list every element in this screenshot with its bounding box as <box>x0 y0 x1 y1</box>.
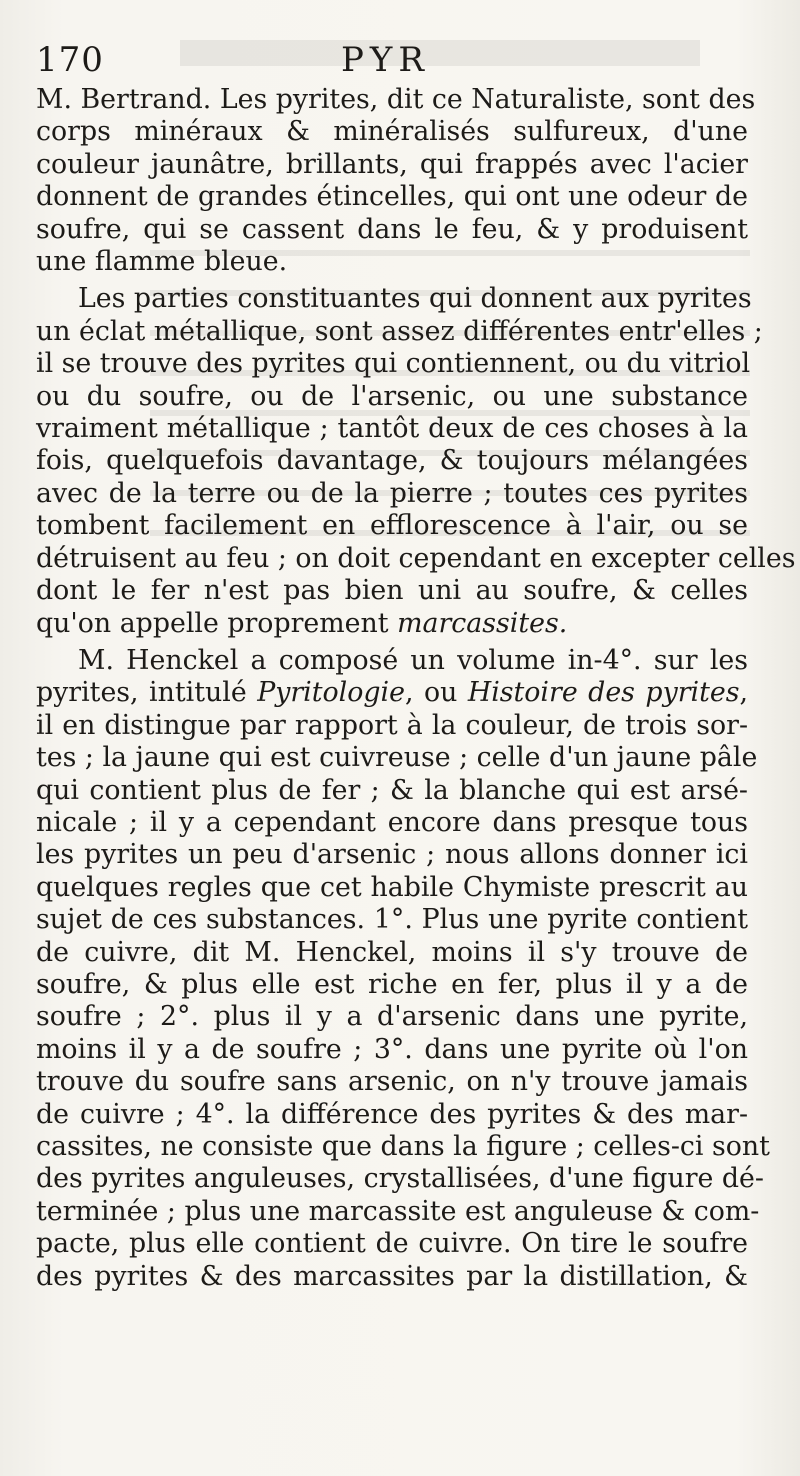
text-line <box>36 608 748 640</box>
text-line: terminée ; plus une marcassite est anguleuse & com- <box>36 1195 760 1227</box>
text-line: avec de la terre ou de la pierre ; toutes ces pyrites <box>36 477 748 509</box>
text-line: ou du soufre, ou de l'arsenic, ou une substance <box>36 380 748 412</box>
text-line: trouve du soufre sans arsenic, on n'y trouve jamais <box>36 1066 748 1098</box>
text-line: moins il y a de soufre ; 3°. dans une pyrite où l'on <box>36 1033 748 1065</box>
text-line: pacte, plus elle contient de cuivre. On tire le soufre <box>36 1228 748 1260</box>
text-run: , ou <box>404 677 458 709</box>
text-line: de cuivre ; 4°. la différence des pyrites & des mar- <box>36 1098 748 1130</box>
text-line: M. Henckel a composé un volume in-4°. sur les <box>78 644 748 676</box>
paragraph <box>36 84 756 278</box>
text-line: soufre ; 2°. plus il y a d'arsenic dans une pyrite, <box>36 1001 748 1033</box>
text-line: tes ; la jaune qui est cuivreuse ; celle d'un jaune pâle <box>36 742 758 774</box>
text-line: corps minéraux & minéralisés sulfureux, d'une <box>36 116 748 148</box>
running-head: PYR <box>341 40 430 80</box>
text-line: donnent de grandes étincelles, qui ont une odeur de <box>36 181 748 213</box>
paragraph <box>36 644 770 1293</box>
text-line: détruisent au feu ; on doit cependant en excepter celles <box>36 542 796 574</box>
italic-title: Histoire des pyrites <box>467 677 740 709</box>
text-line: cassites, ne consiste que dans la figure ; celles-ci sont <box>36 1131 770 1162</box>
text-line: fois, quelquefois davantage, & toujours mélangées <box>36 445 748 477</box>
text-line: de cuivre, dit M. Henckel, moins il s'y trouve de <box>36 936 748 968</box>
text-line: des pyrites & des marcassites par la distillation, & <box>36 1260 748 1292</box>
page-body <box>36 84 796 1293</box>
text-line: soufre, qui se cassent dans le feu, & y produisent <box>36 213 748 245</box>
text-line: soufre, & plus elle est riche en fer, plus il y a de <box>36 968 748 1000</box>
text-line: quelques regles que cet habile Chymiste prescrit au <box>36 871 748 903</box>
text-line: il en distingue par rapport à la couleur, de trois sor- <box>36 709 748 741</box>
text-line <box>36 677 748 709</box>
text-run: pyrites, intitulé <box>36 677 247 709</box>
text-line: il se trouve des pyrites qui contiennent, ou du vitriol <box>36 348 751 380</box>
paragraph <box>36 283 796 639</box>
text-run: , <box>739 677 748 709</box>
text-line: sujet de ces substances. 1°. Plus une pyrite contient <box>36 904 748 936</box>
text-line: qui contient plus de fer ; & la blanche qui est arsé- <box>36 774 748 806</box>
page-number: 170 <box>36 40 104 80</box>
text-line: une flamme bleue. <box>36 246 288 278</box>
text-line: les pyrites un peu d'arsenic ; nous allons donner ici <box>36 839 748 871</box>
italic-title: Pyritologie <box>257 677 405 709</box>
text-run: qu'on appelle proprement <box>36 607 389 639</box>
text-line: M. Bertrand. Les pyrites, dit ce Naturaliste, sont des <box>36 84 756 115</box>
text-line: un éclat métallique, sont assez différentes entr'elles ; <box>36 315 763 347</box>
text-line: nicale ; il y a cependant encore dans presque tous <box>36 806 748 838</box>
text-line: couleur jaunâtre, brillants, qui frappés avec l'acier <box>36 148 748 180</box>
italic-term: marcassites. <box>397 607 568 639</box>
text-line: Les parties constituantes qui donnent aux pyrites <box>78 283 752 315</box>
text-line: des pyrites anguleuses, crystallisées, d'une figure dé- <box>36 1163 764 1195</box>
text-line: dont le fer n'est pas bien uni au soufre, & celles <box>36 575 748 607</box>
text-line: vraiment métallique ; tantôt deux de ces choses à la <box>36 413 748 445</box>
page-header <box>36 40 740 84</box>
text-line: tombent facilement en efflorescence à l'air, ou se <box>36 510 748 542</box>
